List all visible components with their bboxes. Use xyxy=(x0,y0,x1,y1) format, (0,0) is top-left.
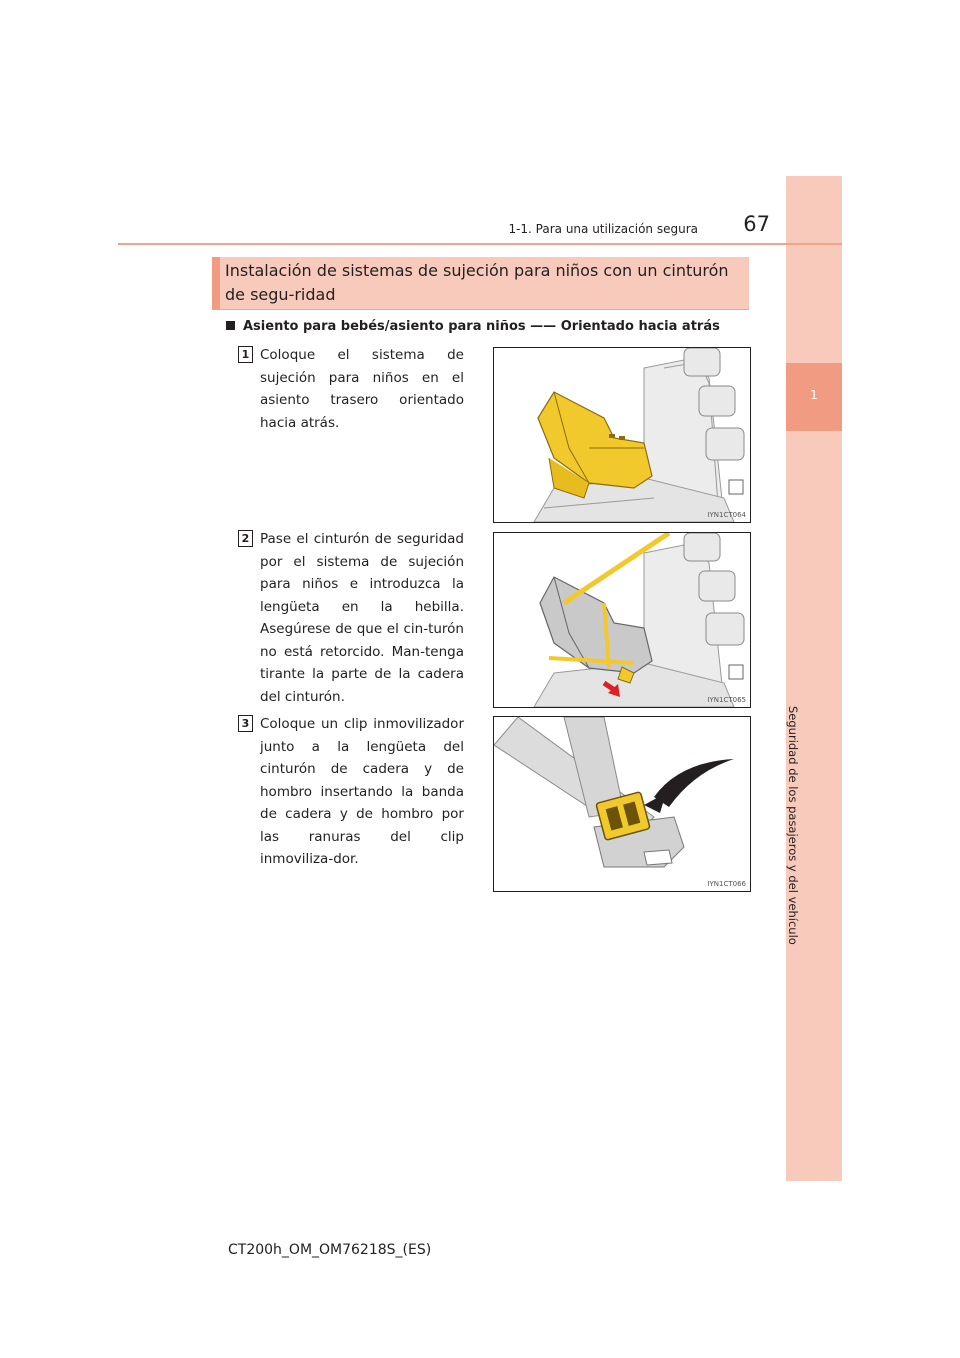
step-text: Coloque un clip inmovilizador junto a la lengüeta del cinturón de cadera y de hombro insertando la banda de cadera y de hombro por las ranuras del clip inmoviliza-dor. xyxy=(260,716,464,867)
title-rule xyxy=(212,309,749,310)
document-code: CT200h_OM_OM76218S_(ES) xyxy=(228,1242,432,1258)
figure-code: IYN1CT065 xyxy=(707,696,746,704)
step-text: Pase el cinturón de seguridad por el sistema de sujeción para niños e introduzca la lengüeta en la hebilla. Asegúrese de que el cin-turón no está retorcido. Man-tenga tirante la parte de la cadera del cinturón. xyxy=(260,531,464,705)
page-number: 67 xyxy=(743,212,770,236)
figure-child-seat-placement xyxy=(493,347,751,523)
chapter-number: 1 xyxy=(810,388,818,402)
square-bullet-icon xyxy=(226,321,235,330)
step-number-badge: 2 xyxy=(238,530,253,547)
chapter-label: Seguridad de los pasajeros y del vehículo xyxy=(786,706,800,945)
step-number-badge: 3 xyxy=(238,715,253,732)
figure-locking-clip xyxy=(493,716,751,892)
section-heading: Instalación de sistemas de sujeción para niños con un cinturón de segu-ridad xyxy=(225,261,729,304)
step-text: Coloque el sistema de sujeción para niños en el asiento trasero orientado hacia atrás. xyxy=(260,347,464,431)
belt-routing-illustration xyxy=(494,533,750,707)
rear-seat-illustration xyxy=(494,348,750,522)
subheading xyxy=(226,319,746,334)
step-number-badge: 1 xyxy=(238,346,253,363)
title-accent-bar xyxy=(212,257,220,309)
section-title: 1-1. Para una utilización segura xyxy=(508,222,698,236)
figure-belt-routing xyxy=(493,532,751,708)
figure-code: IYN1CT064 xyxy=(707,511,746,519)
figure-code: IYN1CT066 xyxy=(707,880,746,888)
header-rule xyxy=(118,243,842,245)
subheading-text: Asiento para bebés/asiento para niños —— Orientado hacia atrás xyxy=(243,319,720,334)
locking-clip-illustration xyxy=(494,717,750,891)
